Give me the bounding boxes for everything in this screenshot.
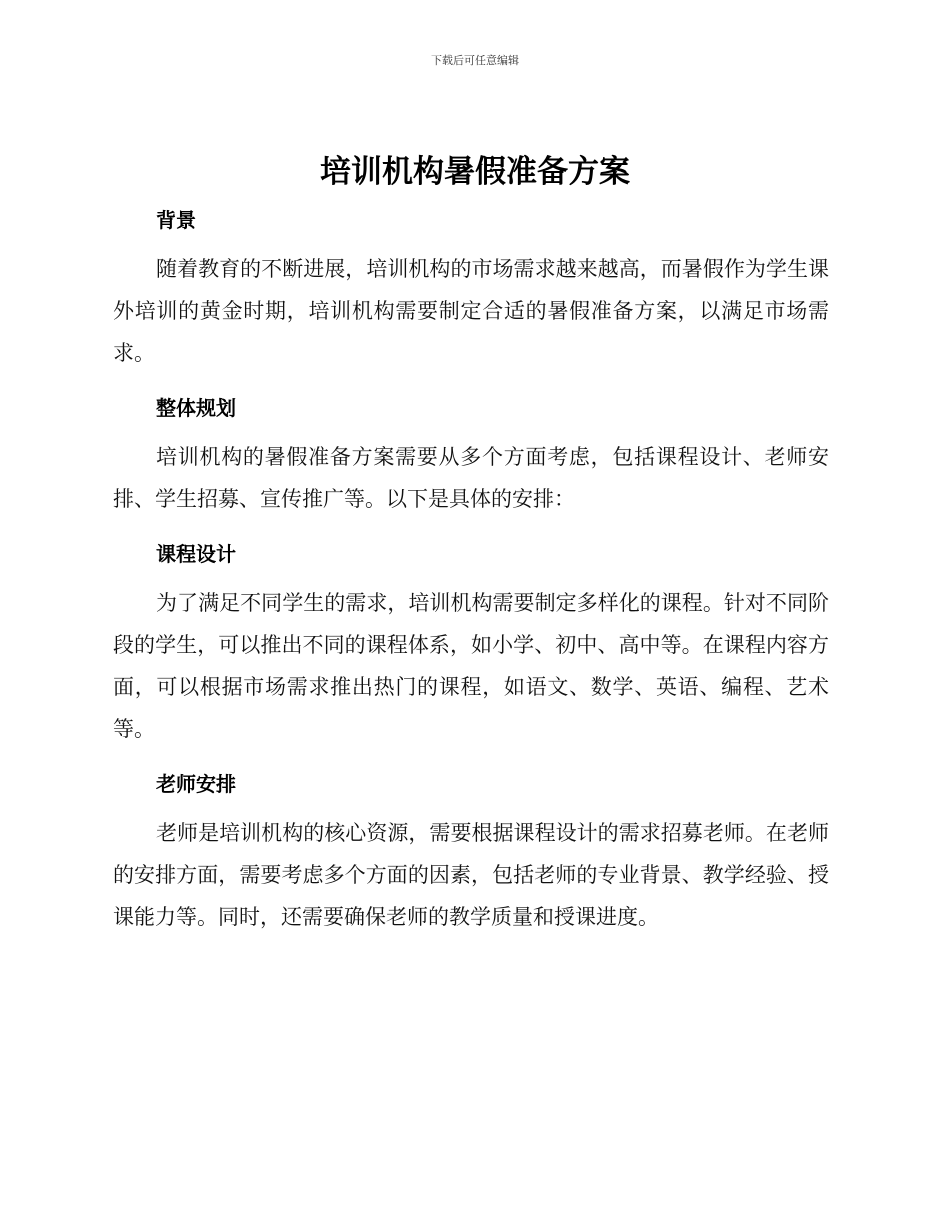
section-heading: 老师安排 [156,772,236,796]
section-background [113,202,829,390]
section-paragraph: 为了满足不同学生的需求，培训机构需要制定多样化的课程。针对不同阶段的学生，可以推出不同的课程体系，如小学、初中、高中等。在课程内容方面，可以根据市场需求推出热门的课程，如语文、数学、英语、编程、艺术等。 [113,591,829,741]
document-body [113,202,829,938]
section-teacher-arrangement [113,766,829,938]
section-paragraph: 随着教育的不断进展，培训机构的市场需求越来越高，而暑假作为学生课外培训的黄金时期，培训机构需要制定合适的暑假准备方案，以满足市场需求。 [113,257,829,365]
section-heading: 整体规划 [156,396,236,420]
page-header-note: 下载后可任意编辑 [431,54,519,67]
section-course-design [113,536,829,766]
section-heading: 课程设计 [156,542,236,566]
section-heading: 背景 [156,208,196,232]
section-paragraph: 老师是培训机构的核心资源，需要根据课程设计的需求招募老师。在老师的安排方面，需要考虑多个方面的因素，包括老师的专业背景、教学经验、授课能力等。同时，还需要确保老师的教学质量和授课进度。 [113,821,829,929]
section-overall-plan [113,390,829,536]
document-title: 培训机构暑假准备方案 [320,154,630,190]
section-paragraph: 培训机构的暑假准备方案需要从多个方面考虑，包括课程设计、老师安排、学生招募、宣传推广等。以下是具体的安排： [113,445,829,511]
